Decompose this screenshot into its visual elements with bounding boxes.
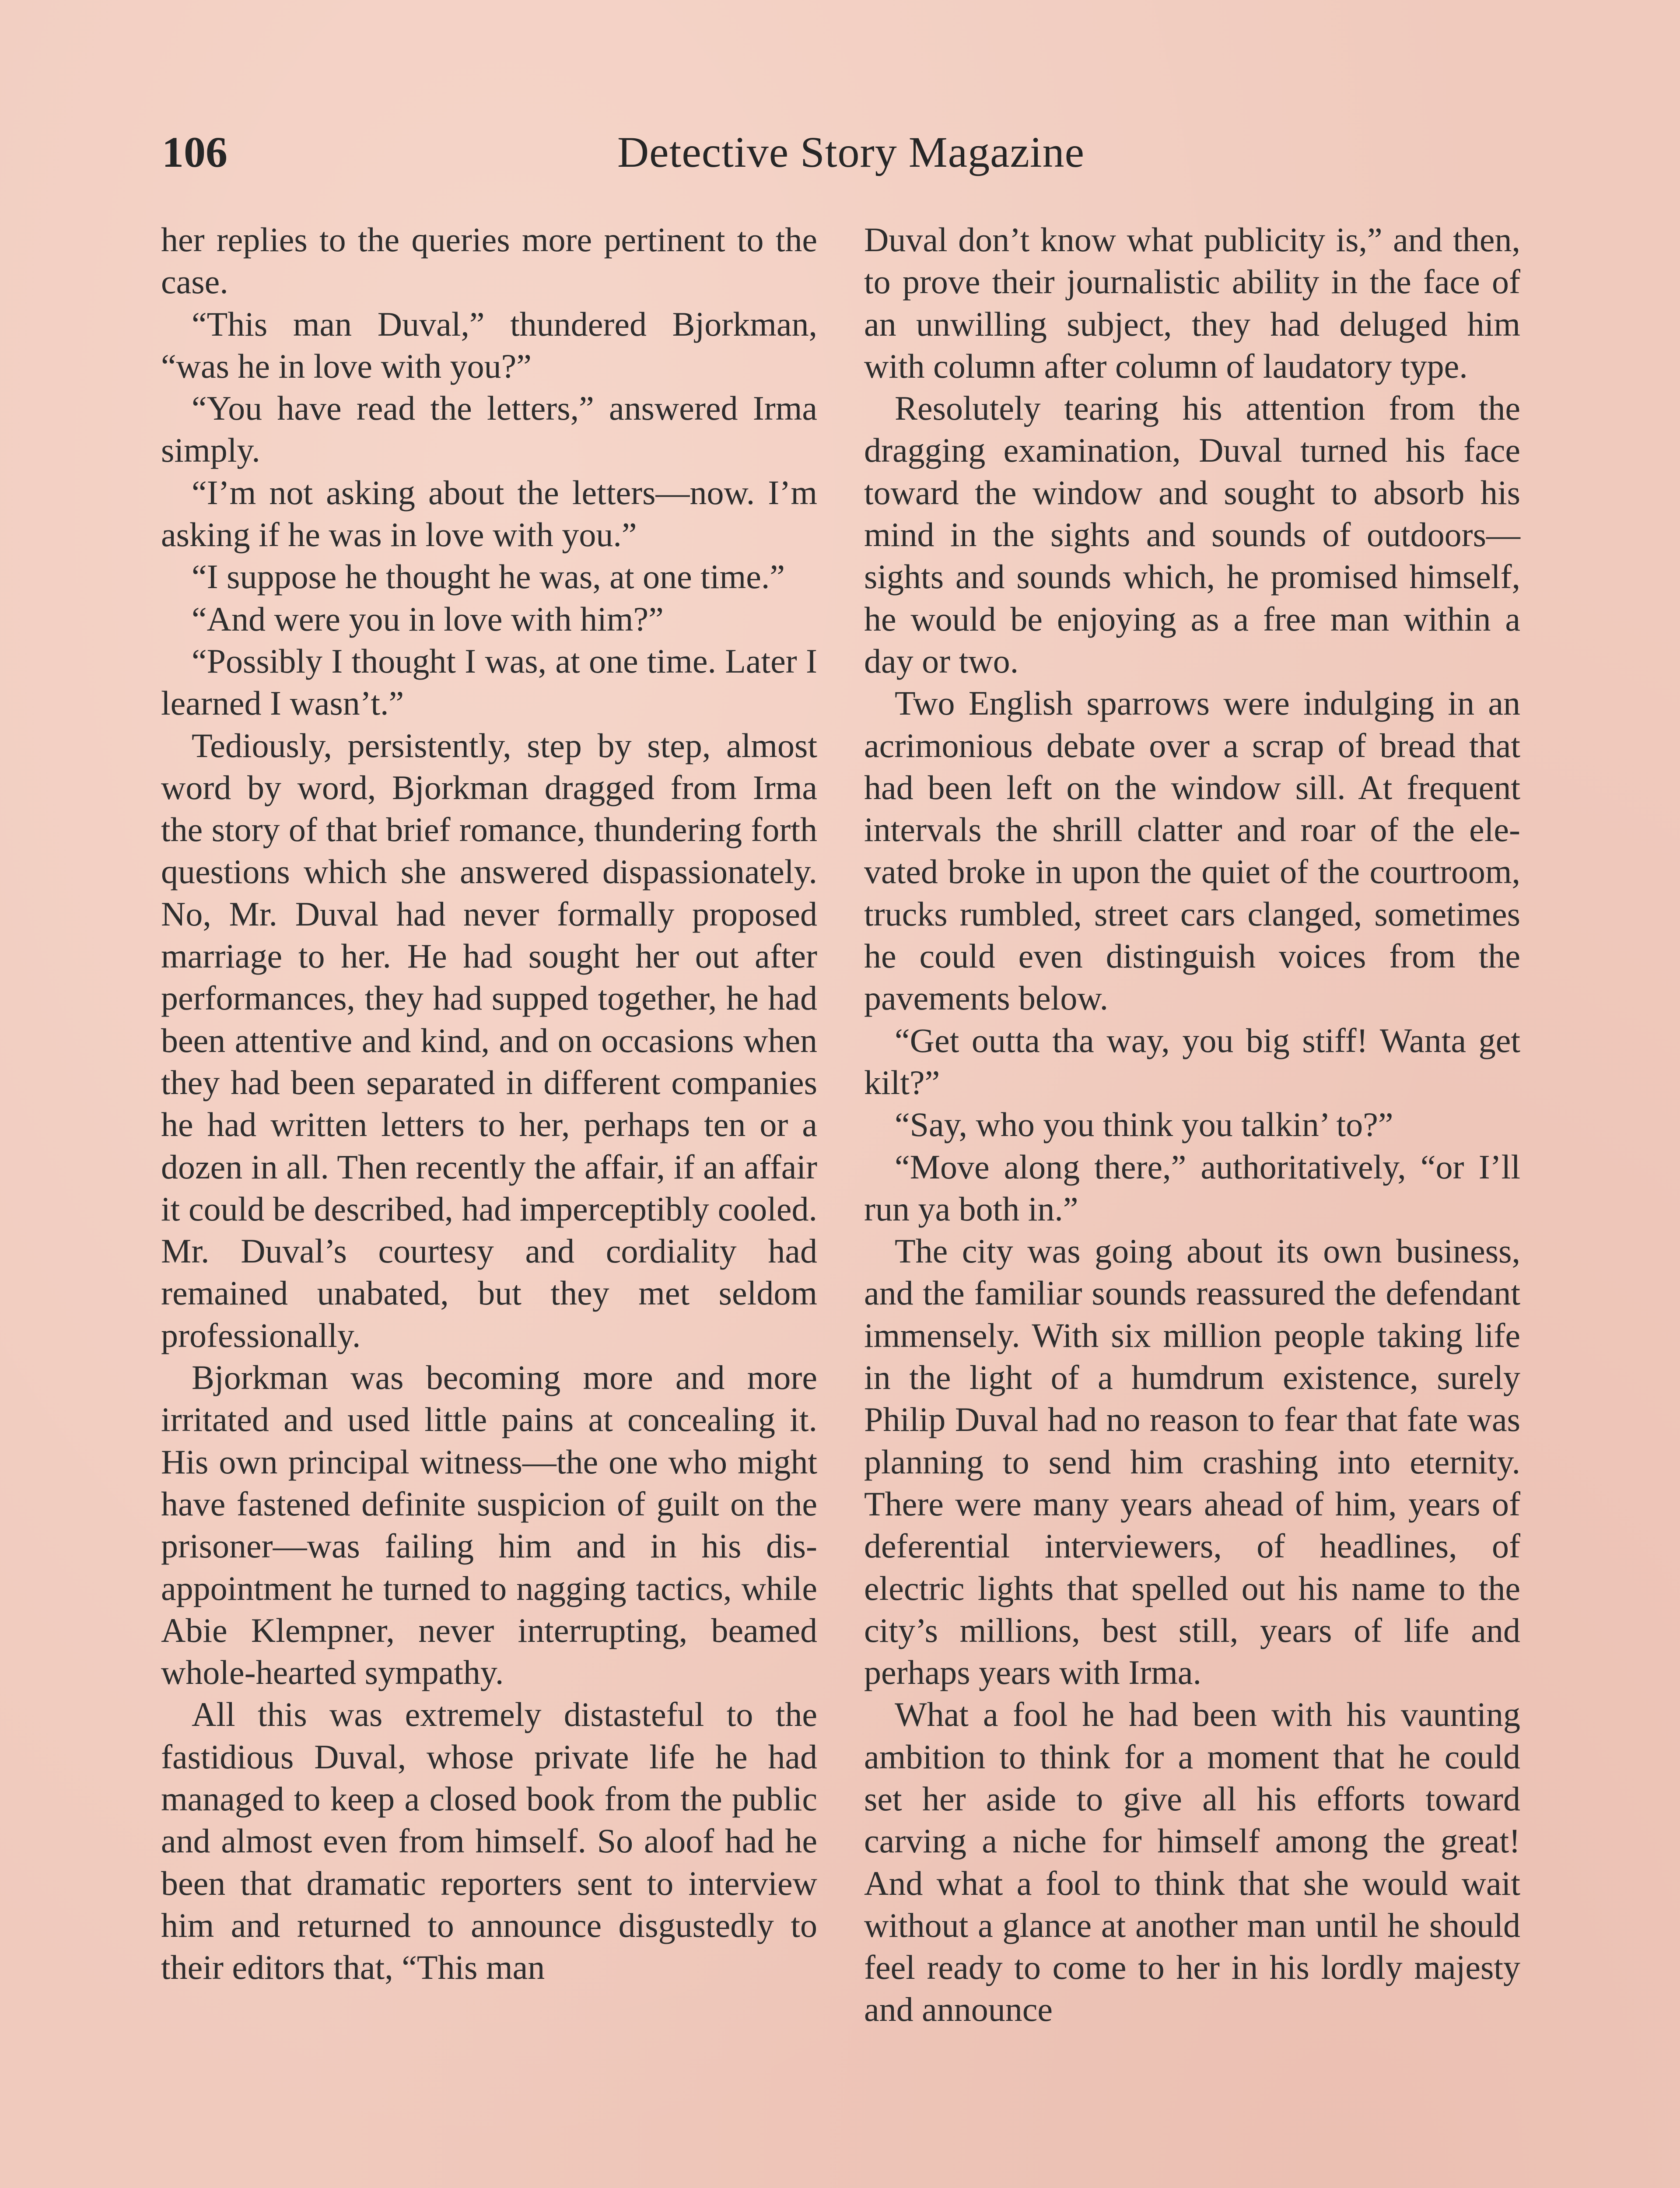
- page-header: [162, 127, 1540, 188]
- paragraph: “You have read the letters,” answered Irma simply.: [161, 389, 817, 470]
- paragraph: “Possibly I thought I was, at one time. Later I learned I wasn’t.”: [161, 642, 817, 722]
- paragraph: The city was going about its own business, and the familiar sounds reassured the defendant immensely. With six million people taking life in the light of a humdrum existence, surely Philip Duval had no reason to fear that fate was planning to send him crashing into eternity. There were many years ahead of him, years of deferential interviewers, of headlines, of electric lights that spelled out his name to the city’s millions, best still, years of life and perhaps years with Irma.: [864, 1232, 1520, 1692]
- paragraph: Tediously, persistently, step by step, almost word by word, Bjorkman dragged from Irma the story of that brief romance, thundering forth questions which she answered dispassionately. No, Mr. Duval had never formally proposed marriage to her. He had sought her out after performances, they had supped together, he had been attentive and kind, and on occasions when they had been separated in different companies he had written letters to her, perhaps ten or a dozen in all. Then recently the affair, if an affair it could be described, had imperceptibly cooled. Mr. Duval’s courtesy and cordiality had remained unabated, but they met seldom professionally.: [161, 726, 817, 1354]
- paragraph: her replies to the queries more pertinent to the case.: [161, 221, 817, 301]
- right-column: [864, 219, 1520, 2031]
- running-head: Detective Story Magazine: [617, 128, 1085, 176]
- paragraph: “This man Duval,” thundered Bjorkman, “was he in love with you?”: [161, 305, 817, 385]
- paragraph: Duval don’t know what publicity is,” and then, to prove their journalistic ability in the face of an unwilling subject, they had deluged him with column after column of laudatory type.: [864, 221, 1520, 385]
- paragraph: “Say, who you think you talkin’ to?”: [895, 1105, 1393, 1144]
- paragraph: “I’m not asking about the letters—now. I’m asking if he was in love with you.”: [161, 473, 817, 554]
- paragraph: Two English sparrows were indulging in an acrimonious debate over a scrap of bread that had been left on the window sill. At frequent intervals the shrill clatter and roar of the elevated broke in upon the quiet of the courtroom, trucks rumbled, street cars clanged, sometimes he could even distinguish voices from the pavements below.: [864, 684, 1520, 1017]
- paragraph: What a fool he had been with his vaunting ambition to think for a moment that he could set her aside to give all his efforts toward carving a niche for himself among the great! And what a fool to think that she would wait without a glance at another man until he should feel ready to come to her in his lordly majesty and announce: [864, 1695, 1520, 2029]
- paragraph: “Move along there,” authoritatively, “or I’ll run ya both in.”: [864, 1147, 1520, 1228]
- paragraph: “I suppose he thought he was, at one time.”: [192, 558, 785, 596]
- page-number: 106: [162, 128, 228, 176]
- paragraph: “And were you in love with him?”: [192, 600, 664, 638]
- paragraph: “Get outta tha way, you big stiff! Wanta get kilt?”: [864, 1021, 1520, 1101]
- paragraph: Resolutely tearing his attention from the dragging examination, Duval turned his face toward the window and sought to absorb his mind in the sights and sounds of outdoors—sights and sounds which, he promised himself, he would be enjoying as a free man within a day or two.: [864, 389, 1520, 680]
- paragraph: All this was extremely distasteful to the fastidious Duval, whose private life he had managed to keep a closed book from the public and almost even from himself. So aloof had he been that dramatic reporters sent to interview him and returned to announce disgustedly to their editors that, “This man: [161, 1695, 817, 1987]
- left-column: [161, 219, 817, 1988]
- paragraph: Bjorkman was becoming more and more irritated and used little pains at concealing it. His own principal witness—the one who might have fastened definite suspicion of guilt on the prisoner—was failing him and in his disappointment he turned to nagging tactics, while Abie Klempner, never interrupting, beamed whole-hearted sympathy.: [161, 1358, 817, 1692]
